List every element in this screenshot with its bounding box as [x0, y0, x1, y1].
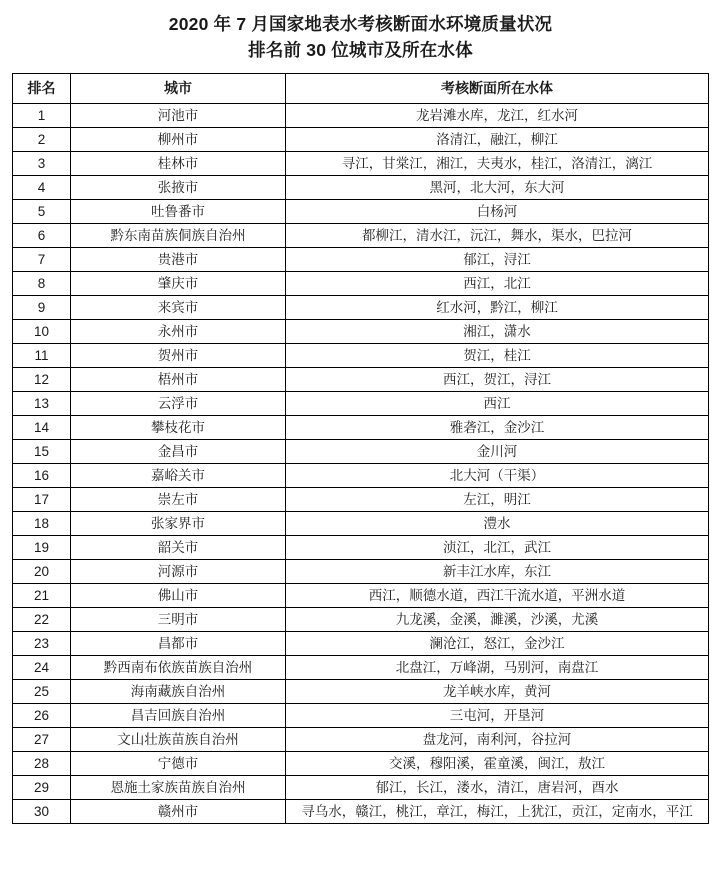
table-row	[13, 320, 709, 344]
cell-rank: 19	[13, 536, 71, 560]
table-row	[13, 536, 709, 560]
table-row	[13, 344, 709, 368]
cell-rank: 3	[13, 152, 71, 176]
cell-rank: 4	[13, 176, 71, 200]
water-body-text: 雅砻江，金沙江	[449, 420, 545, 435]
table-row	[13, 488, 709, 512]
cell-rank: 11	[13, 344, 71, 368]
cell-water-body	[286, 728, 709, 752]
table-row	[13, 248, 709, 272]
water-body-text: 金川河	[476, 444, 518, 459]
water-body-text: 红水河，黔江，柳江	[436, 300, 558, 315]
cell-water-body	[286, 632, 709, 656]
cell-water-body	[286, 320, 709, 344]
table-row	[13, 272, 709, 296]
cell-rank: 26	[13, 704, 71, 728]
cell-city: 昌吉回族自治州	[71, 704, 286, 728]
water-body-text: 西江，贺江，浔江	[443, 372, 551, 387]
water-body-text: 寻江，甘棠江，湘江，夫夷水，桂江，洛清江，漓江	[341, 156, 653, 171]
cell-city: 文山壮族苗族自治州	[71, 728, 286, 752]
cell-city: 张掖市	[71, 176, 286, 200]
table-row	[13, 416, 709, 440]
cell-city: 黔东南苗族侗族自治州	[71, 224, 286, 248]
water-body-text: 左江，明江	[463, 492, 531, 507]
table-row	[13, 200, 709, 224]
water-body-text: 北大河（干渠）	[449, 468, 545, 483]
table-row	[13, 728, 709, 752]
page-title-line-1: 2020 年 7 月国家地表水考核断面水环境质量状况	[168, 14, 553, 34]
cell-rank: 20	[13, 560, 71, 584]
table-row	[13, 776, 709, 800]
cell-rank: 6	[13, 224, 71, 248]
table-row	[13, 152, 709, 176]
cell-water-body	[286, 560, 709, 584]
cell-water-body	[286, 752, 709, 776]
water-body-text: 西江，顺德水道，西江干流水道，平洲水道	[368, 588, 626, 603]
cell-rank: 18	[13, 512, 71, 536]
table-row	[13, 704, 709, 728]
water-body-text: 西江	[483, 396, 511, 411]
cell-water-body	[286, 680, 709, 704]
cell-water-body	[286, 512, 709, 536]
cell-city: 韶关市	[71, 536, 286, 560]
water-body-text: 郁江，长江，溇水，清江，唐岩河，酉水	[375, 780, 619, 795]
cell-city: 金昌市	[71, 440, 286, 464]
table-row	[13, 440, 709, 464]
cell-water-body	[286, 200, 709, 224]
cell-city: 河源市	[71, 560, 286, 584]
column-header-rank: 排名	[13, 74, 71, 104]
table-row	[13, 512, 709, 536]
water-body-text: 浈江，北江，武江	[443, 540, 551, 555]
column-header-city: 城市	[71, 74, 286, 104]
cell-city: 佛山市	[71, 584, 286, 608]
water-body-text: 三屯河，开垦河	[449, 708, 545, 723]
cell-city: 柳州市	[71, 128, 286, 152]
cell-rank: 9	[13, 296, 71, 320]
cell-city: 宁德市	[71, 752, 286, 776]
water-body-text: 湘江，潇水	[463, 324, 531, 339]
table-row	[13, 632, 709, 656]
water-body-text: 洛清江，融江，柳江	[436, 132, 558, 147]
table-row	[13, 128, 709, 152]
table-row	[13, 296, 709, 320]
cell-rank: 5	[13, 200, 71, 224]
table-header-row	[13, 74, 709, 104]
cell-rank: 12	[13, 368, 71, 392]
cell-rank: 2	[13, 128, 71, 152]
cell-water-body	[286, 128, 709, 152]
cell-city: 赣州市	[71, 800, 286, 824]
cell-city: 崇左市	[71, 488, 286, 512]
cell-city: 贺州市	[71, 344, 286, 368]
table-row	[13, 560, 709, 584]
water-body-text: 龙岩滩水库，龙江，红水河	[416, 108, 578, 123]
table-row	[13, 104, 709, 128]
cell-water-body	[286, 224, 709, 248]
table-row	[13, 224, 709, 248]
table-row	[13, 464, 709, 488]
cell-water-body	[286, 296, 709, 320]
cell-city: 嘉峪关市	[71, 464, 286, 488]
cell-city: 来宾市	[71, 296, 286, 320]
table-body	[13, 104, 709, 824]
cell-water-body	[286, 440, 709, 464]
cell-water-body	[286, 800, 709, 824]
cell-water-body	[286, 392, 709, 416]
table-row	[13, 800, 709, 824]
cell-city: 肇庆市	[71, 272, 286, 296]
table-row	[13, 584, 709, 608]
cell-rank: 15	[13, 440, 71, 464]
water-body-text: 龙羊峡水库，黄河	[443, 684, 551, 699]
table-row	[13, 656, 709, 680]
water-body-text: 西江，北江	[463, 276, 531, 291]
cell-city: 贵港市	[71, 248, 286, 272]
cell-rank: 29	[13, 776, 71, 800]
water-body-text: 都柳江，清水江，沅江，舞水，渠水，巴拉河	[362, 228, 632, 243]
water-body-text: 交溪，穆阳溪，霍童溪，闽江，敖江	[389, 756, 605, 771]
water-body-text: 贺江，桂江	[463, 348, 531, 363]
cell-rank: 22	[13, 608, 71, 632]
cell-water-body	[286, 704, 709, 728]
cell-water-body	[286, 152, 709, 176]
cell-rank: 16	[13, 464, 71, 488]
cell-rank: 30	[13, 800, 71, 824]
cell-rank: 23	[13, 632, 71, 656]
water-body-text: 寻乌水，赣江，桃江，章江，梅江，上犹江，贡江，定南水，平江	[301, 804, 693, 819]
cell-city: 黔西南布依族苗族自治州	[71, 656, 286, 680]
cell-rank: 24	[13, 656, 71, 680]
water-body-text: 澧水	[483, 516, 511, 531]
page-title	[0, 0, 721, 69]
cell-rank: 7	[13, 248, 71, 272]
cell-city: 恩施土家族苗族自治州	[71, 776, 286, 800]
cell-city: 云浮市	[71, 392, 286, 416]
water-quality-table	[12, 73, 709, 824]
water-body-text: 黑河，北大河，东大河	[429, 180, 565, 195]
cell-water-body	[286, 464, 709, 488]
cell-city: 三明市	[71, 608, 286, 632]
cell-city: 攀枝花市	[71, 416, 286, 440]
cell-water-body	[286, 248, 709, 272]
cell-water-body	[286, 536, 709, 560]
water-body-text: 白杨河	[476, 204, 518, 219]
table-row	[13, 680, 709, 704]
cell-water-body	[286, 368, 709, 392]
cell-city: 昌都市	[71, 632, 286, 656]
cell-water-body	[286, 584, 709, 608]
cell-rank: 13	[13, 392, 71, 416]
table-row	[13, 176, 709, 200]
table-row	[13, 392, 709, 416]
cell-rank: 27	[13, 728, 71, 752]
cell-rank: 1	[13, 104, 71, 128]
table-row	[13, 368, 709, 392]
table-row	[13, 608, 709, 632]
cell-city: 桂林市	[71, 152, 286, 176]
cell-rank: 25	[13, 680, 71, 704]
cell-rank: 21	[13, 584, 71, 608]
cell-water-body	[286, 272, 709, 296]
cell-water-body	[286, 104, 709, 128]
water-body-text: 盘龙河，南利河，谷拉河	[422, 732, 572, 747]
cell-city: 梧州市	[71, 368, 286, 392]
cell-rank: 28	[13, 752, 71, 776]
cell-water-body	[286, 416, 709, 440]
cell-city: 永州市	[71, 320, 286, 344]
cell-water-body	[286, 776, 709, 800]
water-body-text: 郁江，浔江	[463, 252, 531, 267]
cell-rank: 10	[13, 320, 71, 344]
page-title-line-2: 排名前 30 位城市及所在水体	[248, 40, 473, 60]
cell-city: 海南藏族自治州	[71, 680, 286, 704]
cell-rank: 14	[13, 416, 71, 440]
cell-water-body	[286, 344, 709, 368]
cell-water-body	[286, 176, 709, 200]
cell-city: 吐鲁番市	[71, 200, 286, 224]
cell-water-body	[286, 488, 709, 512]
water-body-text: 澜沧江，怒江，金沙江	[429, 636, 565, 651]
cell-city: 河池市	[71, 104, 286, 128]
cell-rank: 17	[13, 488, 71, 512]
cell-water-body	[286, 656, 709, 680]
cell-water-body	[286, 608, 709, 632]
cell-city: 张家界市	[71, 512, 286, 536]
column-header-water: 考核断面所在水体	[286, 74, 709, 104]
water-body-text: 新丰江水库，东江	[443, 564, 551, 579]
cell-rank: 8	[13, 272, 71, 296]
water-body-text: 九龙溪，金溪，濉溪，沙溪，尤溪	[395, 612, 599, 627]
table-row	[13, 752, 709, 776]
water-body-text: 北盘江，万峰湖，马别河，南盘江	[395, 660, 599, 675]
